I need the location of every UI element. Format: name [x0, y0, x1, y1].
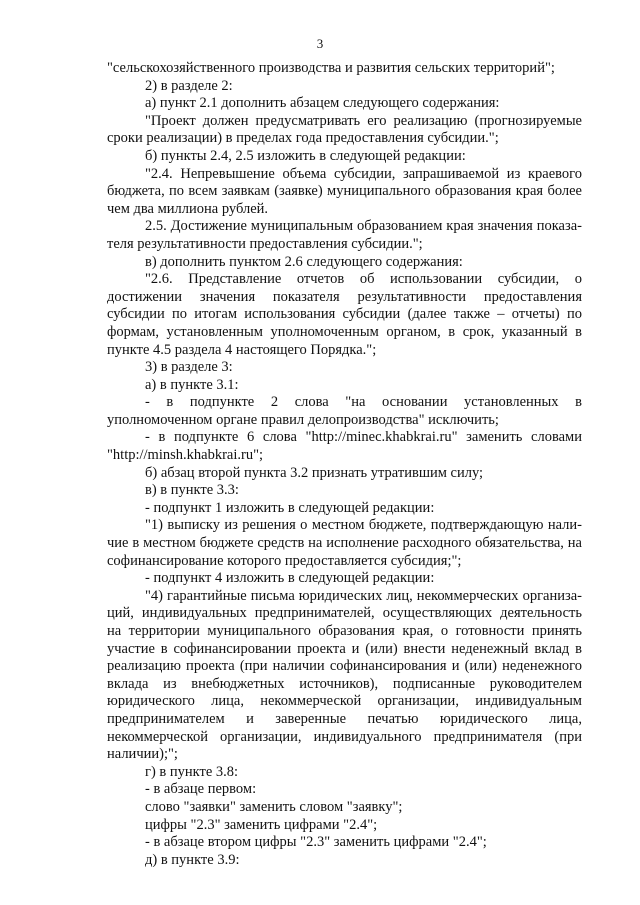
paragraph: 2.5. Достижение муниципальным образованием края значения показателя результативности предоставления субсидии."; [107, 218, 582, 252]
paragraph: - в подпункте 6 слова "http://minec.khabkrai.ru" заменить словами "http://minsh.khabkrai.ru"; [107, 429, 582, 464]
paragraph: б) пункты 2.4, 2.5 изложить в следующей редакции: [145, 147, 466, 164]
paragraph: г) в пункте 3.8: [145, 763, 239, 780]
paragraph: - подпункт 1 изложить в следующей редакции: [145, 499, 435, 516]
paragraph: 3) в разделе 3: [145, 359, 233, 376]
document-body [107, 60, 582, 869]
paragraph: а) пункт 2.1 дополнить абзацем следующего содержания: [145, 95, 500, 112]
paragraph: - в подпункте 2 слова "на основании установленных в уполномоченном органе правил делопроизводства" исключить; [107, 394, 582, 428]
paragraph: "4) гарантийные письма юридических лиц, некоммерческих организаций, индивидуальных предпринимателей, осуществляющих деятельность на территории муниципального образования края, о готовности принять участие в софинансировании проекта и (или) внести неденежный вклад в реализацию проекта (при наличии софинансирования и (или) неденежного вклада из внебюджетных источников), подписанные руководителем юридического лица, некоммерческой организации, индивидуальным предпринимателем и заверенные печатью юридического лица, некоммерческой организации, индивидуального предпринимателя (при наличии);"; [107, 587, 582, 763]
paragraph: "Проект должен предусматривать его реализацию (прогнозируемые сроки реализации) в пределах года предоставления субсидии."; [107, 112, 582, 147]
paragraph: "2.4. Непревышение объема субсидии, запрашиваемой из краевого бюджета, по всем заявкам (заявке) муниципального образования края более чем два миллиона рублей. [107, 165, 582, 217]
paragraph: "сельскохозяйственного производства и развития сельских территорий"; [107, 60, 555, 76]
paragraph: в) дополнить пунктом 2.6 следующего содержания: [145, 253, 463, 270]
paragraph: "1) выписку из решения о местном бюджете, подтверждающую наличие в местном бюджете средств на исполнение расходного обязательства, на софинансирование которого предоставляется субсидия;"; [107, 517, 582, 569]
paragraph: - в абзаце первом: [145, 781, 257, 798]
paragraph: "2.6. Представление отчетов об использовании субсидии, о достижении значения показателя результативности предоставления субсидии по итогам использования субсидии (далее также – отчеты) по формам, установленным уполномоченным органом, в срок, указанный в пункте 4.5 раздела 4 настоящего Порядка."; [107, 271, 582, 358]
paragraph: в) в пункте 3.3: [145, 482, 239, 499]
paragraph: б) абзац второй пункта 3.2 признать утратившим силу; [145, 464, 484, 481]
page-number: 3 [316, 36, 324, 51]
paragraph: - подпункт 4 изложить в следующей редакции: [145, 570, 435, 587]
paragraph: цифры "2.3" заменить цифрами "2.4"; [145, 816, 378, 833]
paragraph: слово "заявки" заменить словом "заявку"; [145, 798, 403, 815]
paragraph: - в абзаце втором цифры "2.3" заменить цифрами "2.4"; [145, 834, 487, 851]
paragraph: 2) в разделе 2: [145, 77, 233, 94]
paragraph: д) в пункте 3.9: [145, 851, 240, 868]
paragraph: а) в пункте 3.1: [145, 376, 239, 393]
